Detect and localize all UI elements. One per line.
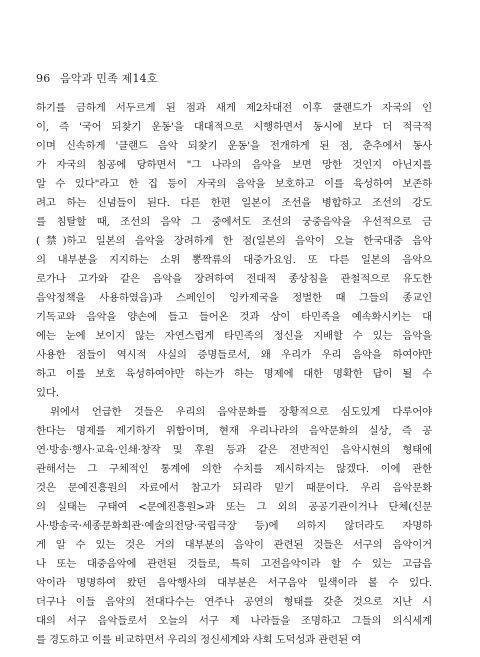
text-line: 음악정책을 사용하였음)과 스페인이 잉카제국을 정벌한 때 그들의 종교인 (36, 292, 432, 304)
text-line: 알 수 있다"라고 한 집 등이 자국의 음악을 보호하고 이를 육성하여 보존하 (36, 178, 432, 190)
body-text (36, 99, 432, 650)
text-line: 이며 신속하게 '클랜드 음악 되찾기 운동'을 전개하게 된 점, 춘추에서 동사 (36, 140, 432, 152)
text-line: 하고 이를 보호 육성하여야만 하는가 하는 명제에 대한 명확한 답이 될 수 (36, 368, 432, 380)
text-line: 로가나 고가와 같은 음악을 장려하여 전대적 종상침을 관철적으로 유도한 (36, 273, 432, 285)
text-line: 더구나 이들 음악의 전대다수는 연주나 공연의 형태를 갖춘 것으로 지난 시 (36, 596, 432, 608)
text-line: 나 또는 대중음악에 관련된 것들로, 특히 고전음악이라 할 수 있는 고급음 (36, 558, 432, 570)
text-line: 에는 눈에 보이지 않는 자연스럽게 타민족의 정신을 지배할 수 있는 음악을 (36, 330, 432, 342)
text-line: 악이라 명명하여 왔던 음악행사의 대부분은 서구음악 일색이라 볼 수 있다. (36, 577, 432, 589)
text-line: 이, 즉 '국어 되찾기 운동'을 대대적으로 시행하면서 동시에 보다 더 적극적 (36, 121, 432, 133)
text-line: 려고 하는 신념들이 된다. 다른 한편 일본이 조선을 병합하고 조선의 강도 (36, 197, 432, 209)
text-line: 의 내부분을 지지하는 소위 뽕짝류의 대중가요임. 또 다른 일본의 음악으 (36, 254, 432, 266)
text-line: 게 알 수 있는 것은 거의 대부분의 음악이 관련된 것들은 서구의 음악이거 (36, 539, 432, 551)
text-line: 가 자국의 침공에 당하면서 "그 나라의 음악을 보면 망한 것인지 아닌지를 (36, 159, 432, 171)
text-line: 하기를 금하게 서두르게 된 점과 새게 제2차대전 이후 쿨랜드가 자국의 인 (36, 102, 432, 114)
journal-title: 음악과 민족 제14호 (60, 72, 158, 85)
page-number: 96 (36, 72, 51, 85)
text-line: 위에서 언급한 것들은 우리의 음악문화를 장황적으로 심도있게 다루어야 (50, 406, 432, 418)
text-line: 연·방송·행사·교육·인쇄·창작 및 후원 등과 같은 전반적인 음악시현의 형태에 (36, 444, 432, 456)
paragraph-2 (36, 403, 432, 650)
text-line: 대의 서구 음악들로서 오늘의 서구 제 나라들을 조명하고 그들의 의식세계 (36, 615, 432, 627)
text-line: 의 실태는 구태여 <문예진흥원>과 또는 그 외의 공공기관이거나 단체(신문 (36, 501, 432, 513)
text-line: 기독교와 음악을 양손에 들고 들어온 것과 상이 타민족을 예속화시키는 대 (36, 311, 432, 323)
text-line: 관해서는 그 구체적인 통계에 의한 수치를 제시하지는 않겠다. 이에 관한 (36, 463, 432, 475)
text-line: 있다. (36, 387, 59, 399)
paragraph-1 (36, 99, 432, 403)
text-line: 한다는 명제를 제기하기 위함이며, 현재 우리나라의 음악문화의 실상, 즉 공 (36, 425, 432, 437)
text-line: 사·방송국·세종문화회관·예술의전당·국립극장 등)에 의하지 않더라도 자명하 (36, 520, 432, 532)
text-line: (禁)하고 일본의 음악을 장려하게 한 점(일본의 음악이 오늘 한국대중 음악 (36, 235, 432, 247)
text-line: 를 침탈할 때, 조선의 음악 그 중에서도 조선의 궁중음악을 우선적으로 금 (36, 216, 432, 228)
text-line: 것은 문예진흥원의 자료에서 참고가 되리라 믿기 때문이다. 우리 음악문화 (36, 482, 432, 494)
running-header (36, 70, 158, 86)
text-line: 사용한 점들이 역시적 사실의 증명들로서, 왜 우리가 우리 음악을 하여야만 (36, 349, 432, 361)
text-line: 를 경도하고 이를 비교하면서 우리의 정신세계와 사회 도덕성과 관련된 여 (36, 634, 361, 646)
